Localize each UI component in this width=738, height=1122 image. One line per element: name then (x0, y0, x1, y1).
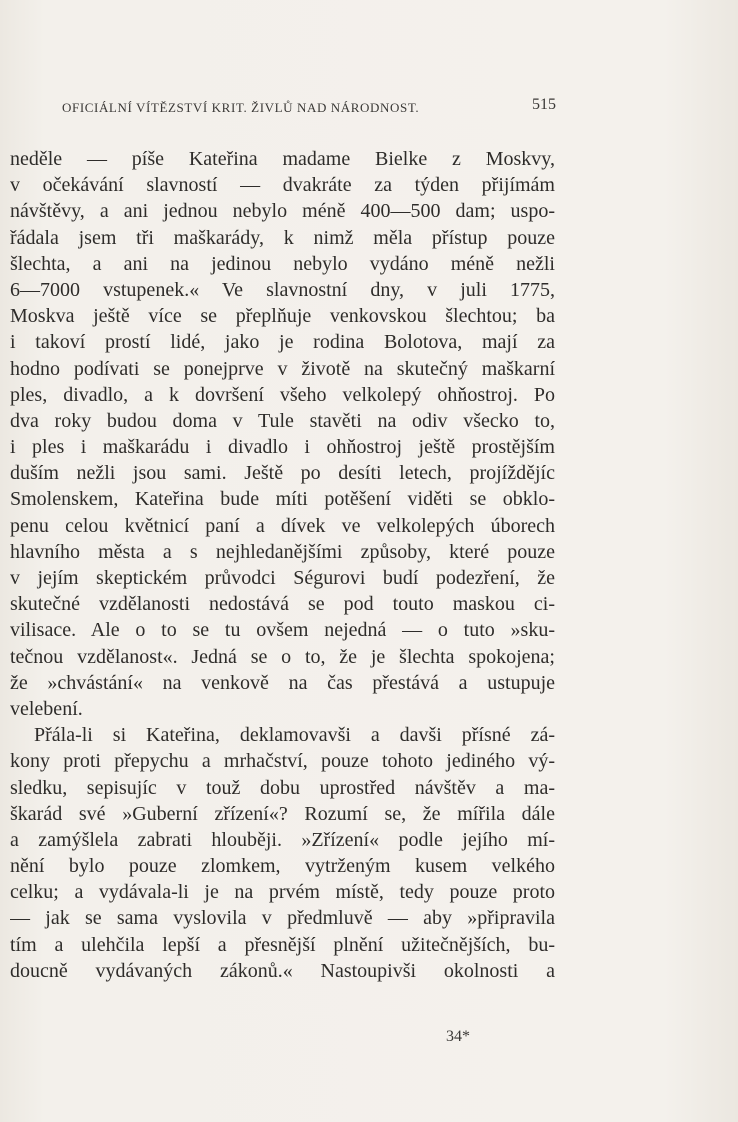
text-line: hodno podívati se ponejprve v životě na skutečný maškarní (10, 357, 555, 380)
text-line: i ples i maškarádu i divadlo i ohňostroj ještě prostějším (10, 436, 555, 459)
text-line: Přála-li si Kateřina, deklamovavši a davši přísné zá- (34, 724, 555, 747)
text-line: ples, divadlo, a k dovršení všeho velkolepý ohňostroj. Po (10, 383, 555, 406)
body-text (10, 146, 555, 984)
text-line: tečnou vzdělanost«. Jedná se o to, že je šlechta spokojena; (10, 645, 555, 668)
text-line: 6—7000 vstupenek.« Ve slavnostní dny, v juli 1775, (10, 278, 555, 301)
text-line: kony proti přepychu a mrhačství, pouze tohoto jediného vý- (10, 750, 555, 773)
text-line: tím a ulehčila lepší a přesnější plnění užitečnějších, bu- (10, 933, 555, 956)
text-line: doucně vydávaných zákonů.« Nastoupivši okolnosti a (10, 959, 555, 982)
text-line: nění bylo pouze zlomkem, vytrženým kusem velkého (10, 855, 555, 878)
text-line: skutečné vzdělanosti nedostává se pod touto maskou ci- (10, 593, 555, 616)
text-line: celku; a vydávala-li je na prvém místě, tedy pouze proto (10, 881, 555, 904)
text-line: neděle — píše Kateřina madame Bielke z Moskvy, (10, 148, 555, 170)
text-line: šlechta, a ani na jedinou nebylo vydáno méně nežli (10, 252, 555, 275)
text-line: řádala jsem tři maškarády, k nimž měla přístup pouze (10, 226, 555, 249)
page-header (62, 96, 556, 120)
text-line: i takoví prostí lidé, jako je rodina Bolotova, mají za (10, 331, 555, 354)
page-number: 515 (532, 96, 556, 113)
text-line: sledku, sepisujíc v touž dobu uprostřed návštěv a ma- (10, 776, 555, 799)
text-line: penu celou květnicí paní a dívek ve velkolepých úborech (10, 514, 555, 537)
text-line: škarád své »Guberní zřízení«? Rozumí se, že mířila dále (10, 802, 555, 825)
text-line: vilisace. Ale o to se tu ovšem nejedná — o tuto »sku- (10, 619, 555, 642)
text-line: hlavního města a s nejhledanějšími způsoby, které pouze (10, 540, 555, 563)
signature-mark: 34* (446, 1028, 470, 1045)
text-line: Smolenskem, Kateřina bude míti potěšení viděti se obklo- (10, 488, 555, 511)
text-line: — jak se sama vyslovila v předmluvě — aby »připravila (10, 907, 555, 930)
text-line: v jejím skeptickém průvodci Ségurovi budí podezření, že (10, 567, 555, 589)
text-line: že »chvástání« na venkově na čas přestává a ustupuje (10, 671, 555, 694)
text-line: v očekávání slavností — dvakráte za týden přijímám (10, 174, 555, 197)
text-line: velebení. (10, 697, 83, 720)
text-line: dva roky budou doma v Tule stavěti na odiv všecko to, (10, 409, 555, 432)
text-line: duším nežli jsou sami. Ještě po desíti letech, projíždějíc (10, 462, 555, 485)
text-line: návštěvy, a ani jednou nebylo méně 400—500 dam; uspo- (10, 200, 555, 223)
text-line: a zamýšlela zabrati hlouběji. »Zřízení« podle jejího mí- (10, 828, 555, 851)
running-head: OFICIÁLNÍ VÍTĚZSTVÍ KRIT. ŽIVLŮ NAD NÁRODNOST. (62, 100, 420, 115)
text-line: Moskva ještě více se přeplňuje venkovskou šlechtou; ba (10, 305, 555, 328)
